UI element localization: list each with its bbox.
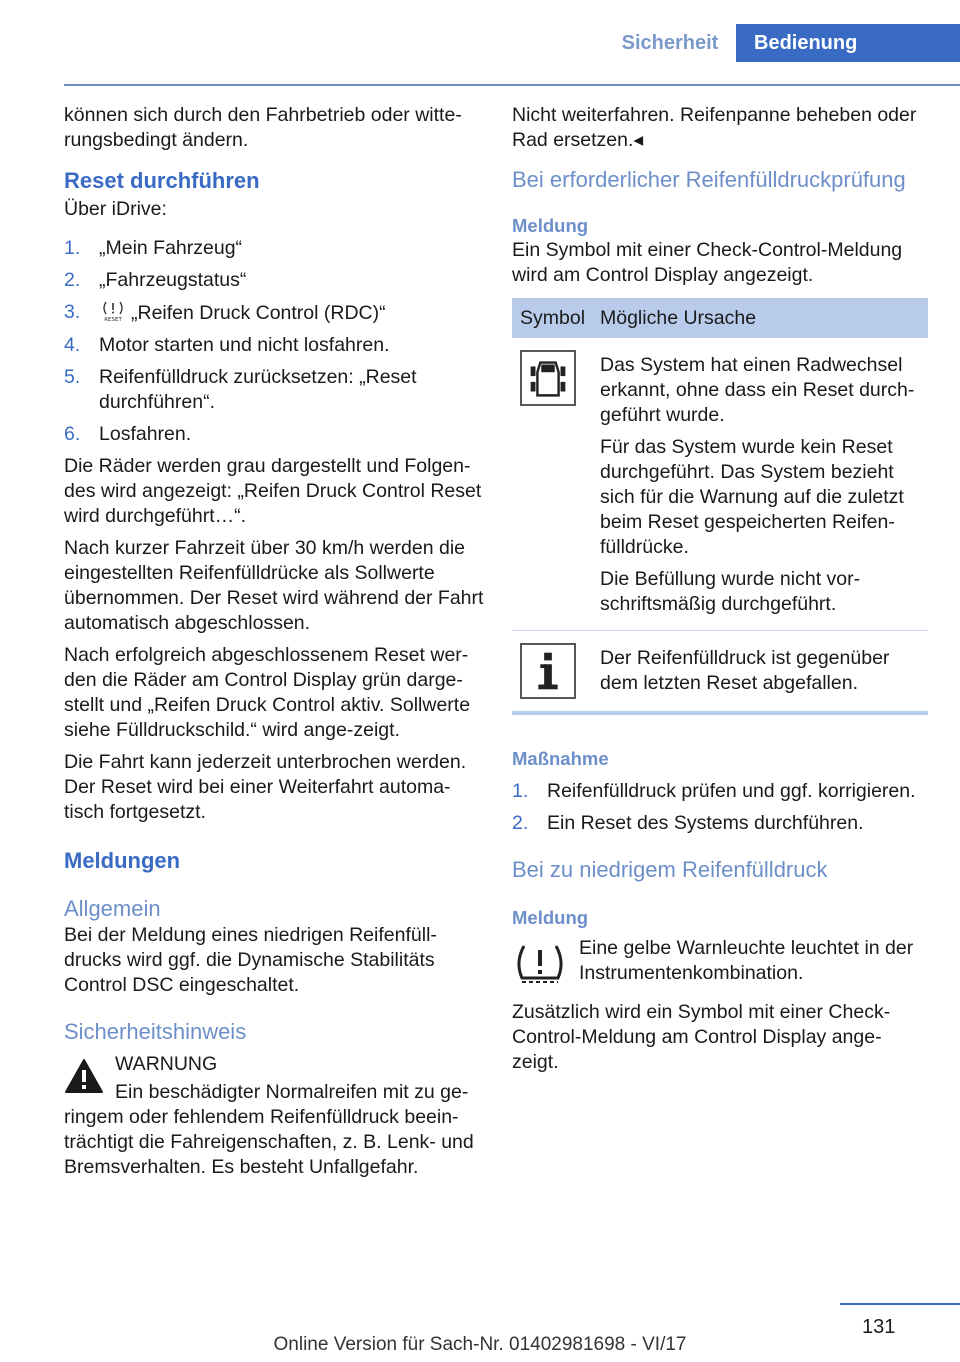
cause-text: Die Befüllung wurde nicht vor-schriftsmäßig durchgeführt.: [600, 568, 861, 615]
low-pressure-heading: Bei zu niedrigem Reifenfülldruck: [512, 857, 828, 882]
reset-steps: [64, 236, 484, 447]
meldung2-heading: Meldung: [512, 907, 589, 928]
check-heading: Bei erforderlicher Reifenfülldruckprüfung: [512, 167, 906, 192]
table-header-symbol: Symbol: [512, 298, 592, 338]
table-row: [512, 631, 928, 714]
intro-text: können sich durch den Fahrbetrieb oder witte-rungsbedingt ändern.: [64, 104, 462, 151]
meldung-heading: Meldung: [512, 215, 589, 236]
footer-rule: [840, 1303, 960, 1305]
meldung-text: Ein Symbol mit einer Check-Control-Meldung wird am Control Display angezeigt.: [512, 239, 903, 286]
intro-text: Nicht weiterfahren. Reifenpanne beheben oder Rad ersetzen.◂: [512, 104, 917, 151]
table-row: [512, 338, 928, 631]
list-item: 6. Losfahren.: [64, 423, 192, 445]
header-rule: [64, 84, 960, 86]
tire-pressure-warning-icon: [512, 940, 568, 988]
page-number: 131: [862, 1316, 896, 1338]
list-item: 1. „Mein Fahrzeug“: [64, 237, 243, 259]
sicherheit-heading: Sicherheitshinweis: [64, 1019, 247, 1044]
warning-text: Ein beschädigter Normalreifen mit zu ge-ringem oder fehlendem Reifenfülldruck beein-trächtigt die Fahreigenschaften, z. B. Lenk- und Bremsverhalten. Es besteht Unfallgefahr.: [64, 1081, 474, 1178]
list-item: 1. Reifenfülldruck prüfen und ggf. korrigieren.: [512, 780, 916, 802]
massnahme-steps: [512, 779, 928, 836]
online-version-text: Online Version für Sach-Nr. 01402981698 - VI/17: [273, 1334, 687, 1355]
massnahme-heading: Maßnahme: [512, 748, 609, 769]
svg-text:RESET: RESET: [104, 317, 122, 322]
final-text: Zusätzlich wird ein Symbol mit einer Check-Control-Meldung am Control Display ange-zeigt.: [512, 1001, 891, 1073]
reset-heading: Reset durchführen: [64, 168, 260, 193]
warning-block: [64, 1052, 484, 1077]
lamp-text: Eine gelbe Warnleuchte leuchtet in der Instrumentenkombination.: [579, 937, 914, 984]
meldungen-heading: Meldungen: [64, 848, 181, 873]
lamp-block: [512, 936, 928, 986]
allgemein-text: Bei der Meldung eines niedrigen Reifenfüll-drucks wird ggf. die Dynamische Stabilitäts Control DSC eingeschaltet.: [64, 924, 437, 996]
list-item: 2. Ein Reset des Systems durchführen.: [512, 812, 864, 834]
tab-sicherheit[interactable]: Sicherheit: [621, 32, 719, 54]
list-item: 4. Motor starten und nicht losfahren.: [64, 334, 390, 356]
symbol-table: [512, 298, 928, 715]
paragraph: Nach erfolgreich abgeschlossenem Reset wer-den die Räder am Control Display grün darge-stellt und „Reifen Druck Control aktiv. Sollwerte siehe Fülldruckschild.“ wird ange-zeigt.: [64, 644, 471, 741]
list-item: 2. „Fahrzeugstatus“: [64, 269, 247, 291]
cause-text: Der Reifenfülldruck ist gegenüber dem letzten Reset abgefallen.: [600, 647, 890, 694]
page-header: [0, 24, 960, 62]
list-item: 3. RESET „Reifen Druck Control (RDC)“: [64, 301, 386, 324]
warning-triangle-icon: [64, 1058, 104, 1094]
table-header: [512, 298, 928, 338]
list-item: 5. Reifenfülldruck zurücksetzen: „Reset durchführen“.: [64, 366, 417, 413]
left-column: [64, 103, 484, 1187]
paragraph: Die Fahrt kann jederzeit unterbrochen werden. Der Reset wird bei einer Weiterfahrt automa-tisch fortgesetzt.: [64, 751, 467, 823]
reset-intro: Über iDrive:: [64, 198, 167, 220]
paragraph: Die Räder werden grau dargestellt und Folgen-des wird angezeigt: „Reifen Druck Control Reset wird durchgeführt…“.: [64, 455, 482, 527]
car-wheels-icon: [520, 350, 576, 406]
rdc-reset-icon: [99, 300, 127, 322]
table-header-cause: Mögliche Ursache: [592, 298, 928, 338]
allgemein-heading: Allgemein: [64, 896, 161, 921]
cause-text: Das System hat einen Radwechsel erkannt, ohne dass ein Reset durch-geführt wurde.: [600, 354, 915, 426]
tab-bedienung[interactable]: Bedienung: [736, 24, 960, 62]
cause-text: Für das System wurde kein Reset durchgeführt. Das System bezieht sich für die Warnung auf die zuletzt beim Reset gespeicherten Reifen-fülldrücke.: [600, 436, 904, 558]
warning-label: WARNUNG: [115, 1053, 218, 1075]
info-icon: [520, 643, 576, 699]
paragraph: Nach kurzer Fahrzeit über 30 km/h werden die eingestellten Reifenfülldrücke als Sollwerte übernommen. Der Reset wird während der Fahrt automatisch abgeschlossen.: [64, 537, 484, 634]
right-column: [512, 103, 928, 1082]
